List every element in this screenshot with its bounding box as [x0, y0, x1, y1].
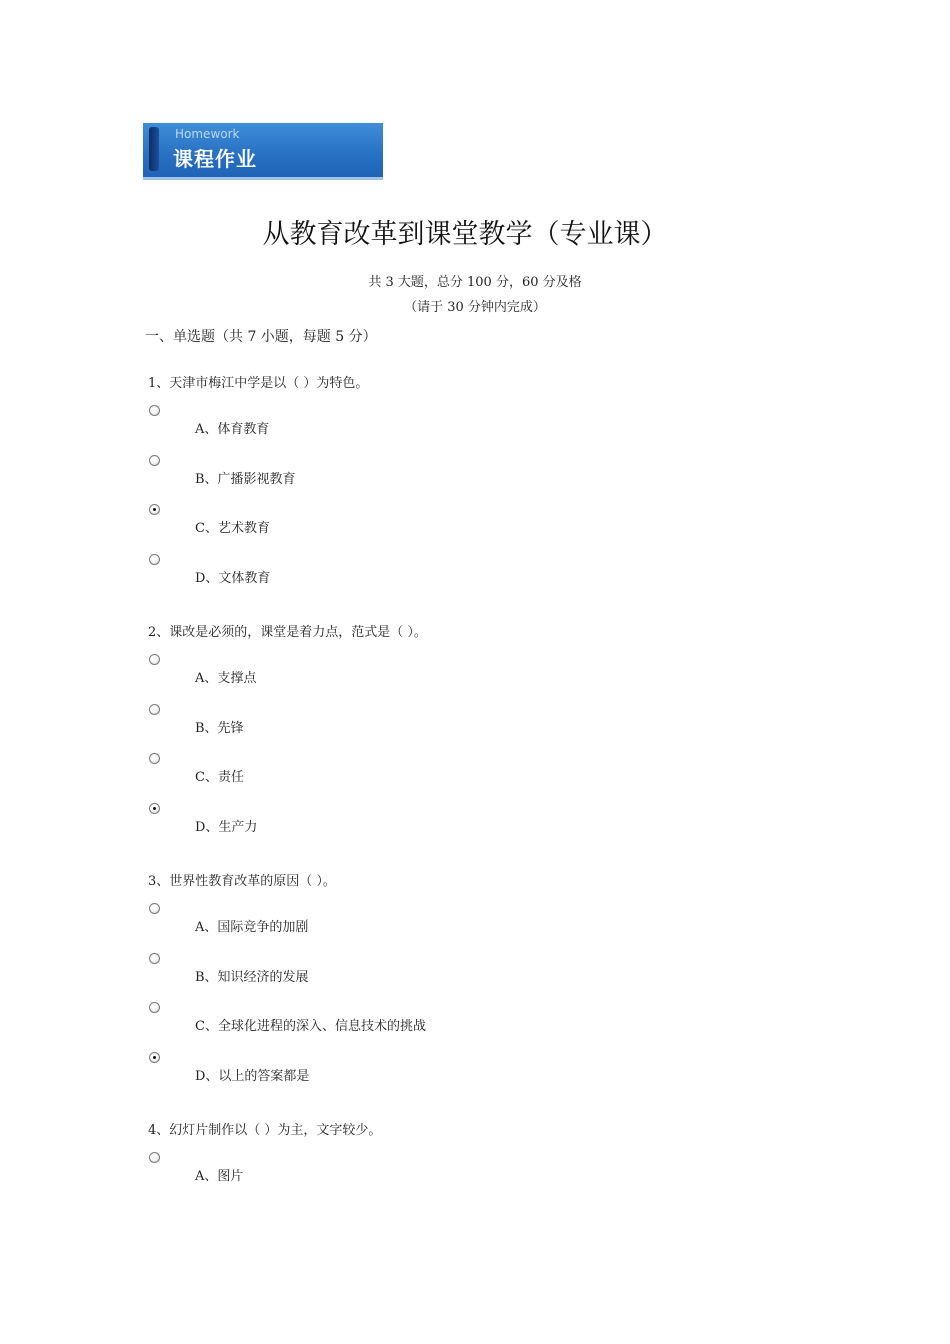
- question-4-text: 4、幻灯片制作以（ ）为主，文字较少。: [148, 1123, 382, 1138]
- homework-banner: [143, 123, 383, 180]
- q1-option-c-label: C、艺术教育: [195, 521, 270, 536]
- q3-option-a-radio[interactable]: [149, 903, 160, 914]
- q2-option-b-label: B、先锋: [195, 721, 244, 736]
- banner-bar-icon: [149, 127, 159, 171]
- q1-option-d-label: D、文体教育: [195, 571, 271, 586]
- banner-english-label: Homework: [175, 127, 240, 141]
- q2-option-c-radio[interactable]: [149, 753, 160, 764]
- q2-option-b-radio[interactable]: [149, 704, 160, 715]
- question-1-text: 1、天津市梅江中学是以（ ）为特色。: [148, 376, 369, 391]
- q3-option-d-label: D、以上的答案都是: [195, 1069, 310, 1084]
- q1-option-d-radio[interactable]: [149, 554, 160, 565]
- q3-option-c-radio[interactable]: [149, 1002, 160, 1013]
- q3-option-c-label: C、全球化进程的深入、信息技术的挑战: [195, 1019, 426, 1034]
- q1-option-c-radio[interactable]: [149, 504, 160, 515]
- q4-option-a-radio[interactable]: [149, 1152, 160, 1163]
- q4-option-a-label: A、图片: [195, 1169, 244, 1184]
- q3-option-b-label: B、知识经济的发展: [195, 970, 309, 985]
- q3-option-a-label: A、国际竞争的加剧: [195, 920, 309, 935]
- q2-option-c-label: C、责任: [195, 770, 244, 785]
- banner-chinese-label: 课程作业: [173, 147, 257, 171]
- q1-option-a-label: A、体育教育: [195, 422, 270, 437]
- question-3-text: 3、世界性教育改革的原因（ ）。: [148, 874, 336, 889]
- q3-option-b-radio[interactable]: [149, 953, 160, 964]
- question-2-text: 2、课改是必须的，课堂是着力点，范式是（ ）。: [148, 625, 427, 640]
- q1-option-b-radio[interactable]: [149, 455, 160, 466]
- page-title: 从教育改革到课堂教学（专业课）: [262, 219, 668, 250]
- q2-option-a-radio[interactable]: [149, 654, 160, 665]
- q2-option-d-radio[interactable]: [149, 803, 160, 814]
- q3-option-d-radio[interactable]: [149, 1052, 160, 1063]
- q2-option-a-label: A、支撑点: [195, 671, 257, 686]
- q2-option-d-label: D、生产力: [195, 820, 258, 835]
- section-heading: 一、单选题（共 7 小题，每题 5 分）: [145, 329, 377, 345]
- exam-summary: 共 3 大题，总分 100 分，60 分及格: [368, 275, 582, 290]
- time-note: （请于 30 分钟内完成）: [404, 300, 546, 315]
- q1-option-a-radio[interactable]: [149, 405, 160, 416]
- q1-option-b-label: B、广播影视教育: [195, 472, 296, 487]
